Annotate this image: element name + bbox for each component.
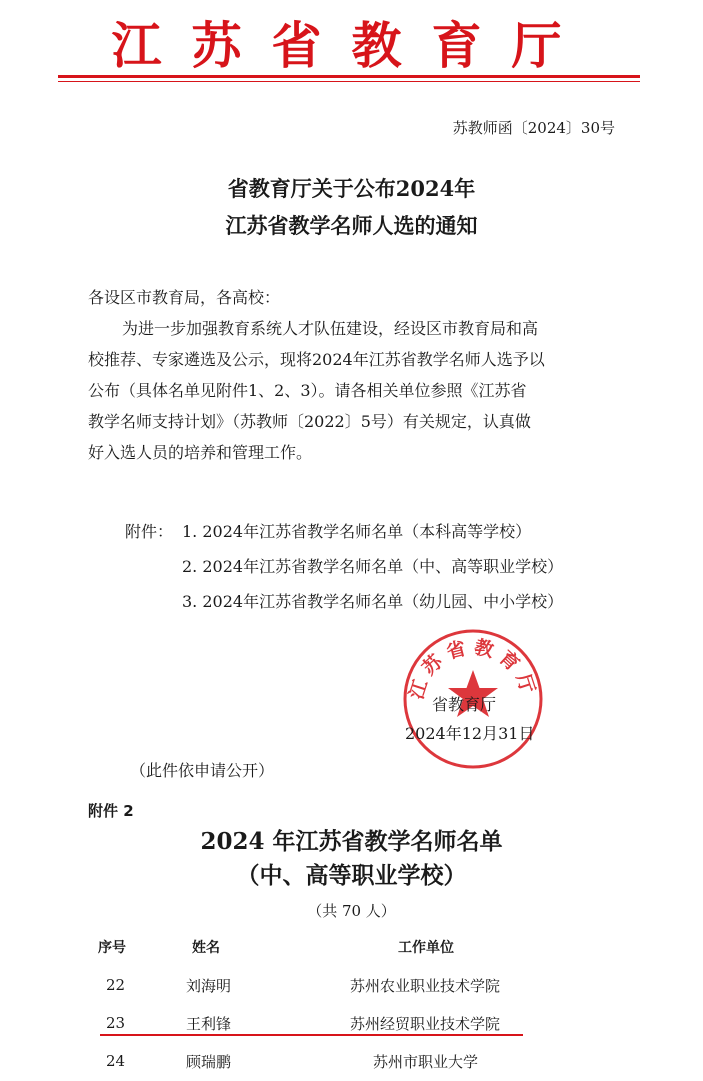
highlight-underline xyxy=(100,1034,523,1036)
notice-title-line2: 江苏省教学名师人选的通知 xyxy=(225,213,478,238)
row-unit: 苏州市职业大学 xyxy=(373,1053,479,1071)
column-header-name: 姓名 xyxy=(192,940,220,956)
notice-title-line1: 省教育厅关于公布2024年 xyxy=(227,176,476,201)
annex-label: 附件 2 xyxy=(88,802,134,820)
row-name: 王利锋 xyxy=(186,1015,232,1033)
row-number: 24 xyxy=(106,1052,126,1070)
attachments-label: 附件： xyxy=(125,522,174,541)
column-header-unit: 工作单位 xyxy=(398,940,454,956)
public-note: （此件依申请公开） xyxy=(130,761,275,780)
body-line: 校推荐、专家遴选及公示，现将2024年江苏省教学名师人选予以 xyxy=(88,350,545,369)
row-name: 顾瑞鹏 xyxy=(186,1053,232,1071)
attachment-item: 2. 2024年江苏省教学名师名单（中、高等职业学校） xyxy=(182,557,564,576)
column-header-number: 序号 xyxy=(98,940,126,956)
attachment-item: 3. 2024年江苏省教学名师名单（幼儿园、中小学校） xyxy=(182,592,564,611)
issue-date: 2024年12月31日 xyxy=(405,724,535,743)
row-name: 刘海明 xyxy=(186,977,232,995)
seal-text: 江苏省教育厅 xyxy=(405,635,541,702)
agency-header-title: 江苏省教育厅 xyxy=(111,17,592,75)
issuer-name: 省教育厅 xyxy=(432,695,497,714)
row-unit: 苏州经贸职业技术学院 xyxy=(350,1015,501,1033)
annex-title-line1: 2024 年江苏省教学名师名单 xyxy=(200,828,503,855)
row-unit: 苏州农业职业技术学院 xyxy=(350,977,501,995)
body-line: 好入选人员的培养和管理工作。 xyxy=(88,443,313,462)
body-line: 公布（具体名单见附件1、2、3）。请各相关单位参照《江苏省 xyxy=(88,381,527,400)
salutation: 各设区市教育局，各高校： xyxy=(88,288,281,307)
annex-count: （共 70 人） xyxy=(307,902,396,920)
attachment-item: 1. 2024年江苏省教学名师名单（本科高等学校） xyxy=(182,522,532,541)
annex-title-line2: （中、高等职业学校） xyxy=(236,862,467,889)
row-number: 23 xyxy=(106,1014,126,1032)
body-line: 教学名师支持计划》（苏教师〔2022〕5号）有关规定，认真做 xyxy=(88,412,531,431)
document-number: 苏教师函〔2024〕30号 xyxy=(452,119,615,137)
body-line: 为进一步加强教育系统人才队伍建设，经设区市教育局和高 xyxy=(122,319,539,338)
row-number: 22 xyxy=(106,976,126,994)
header-rule-thick xyxy=(58,75,640,78)
header-rule-thin xyxy=(58,81,640,82)
